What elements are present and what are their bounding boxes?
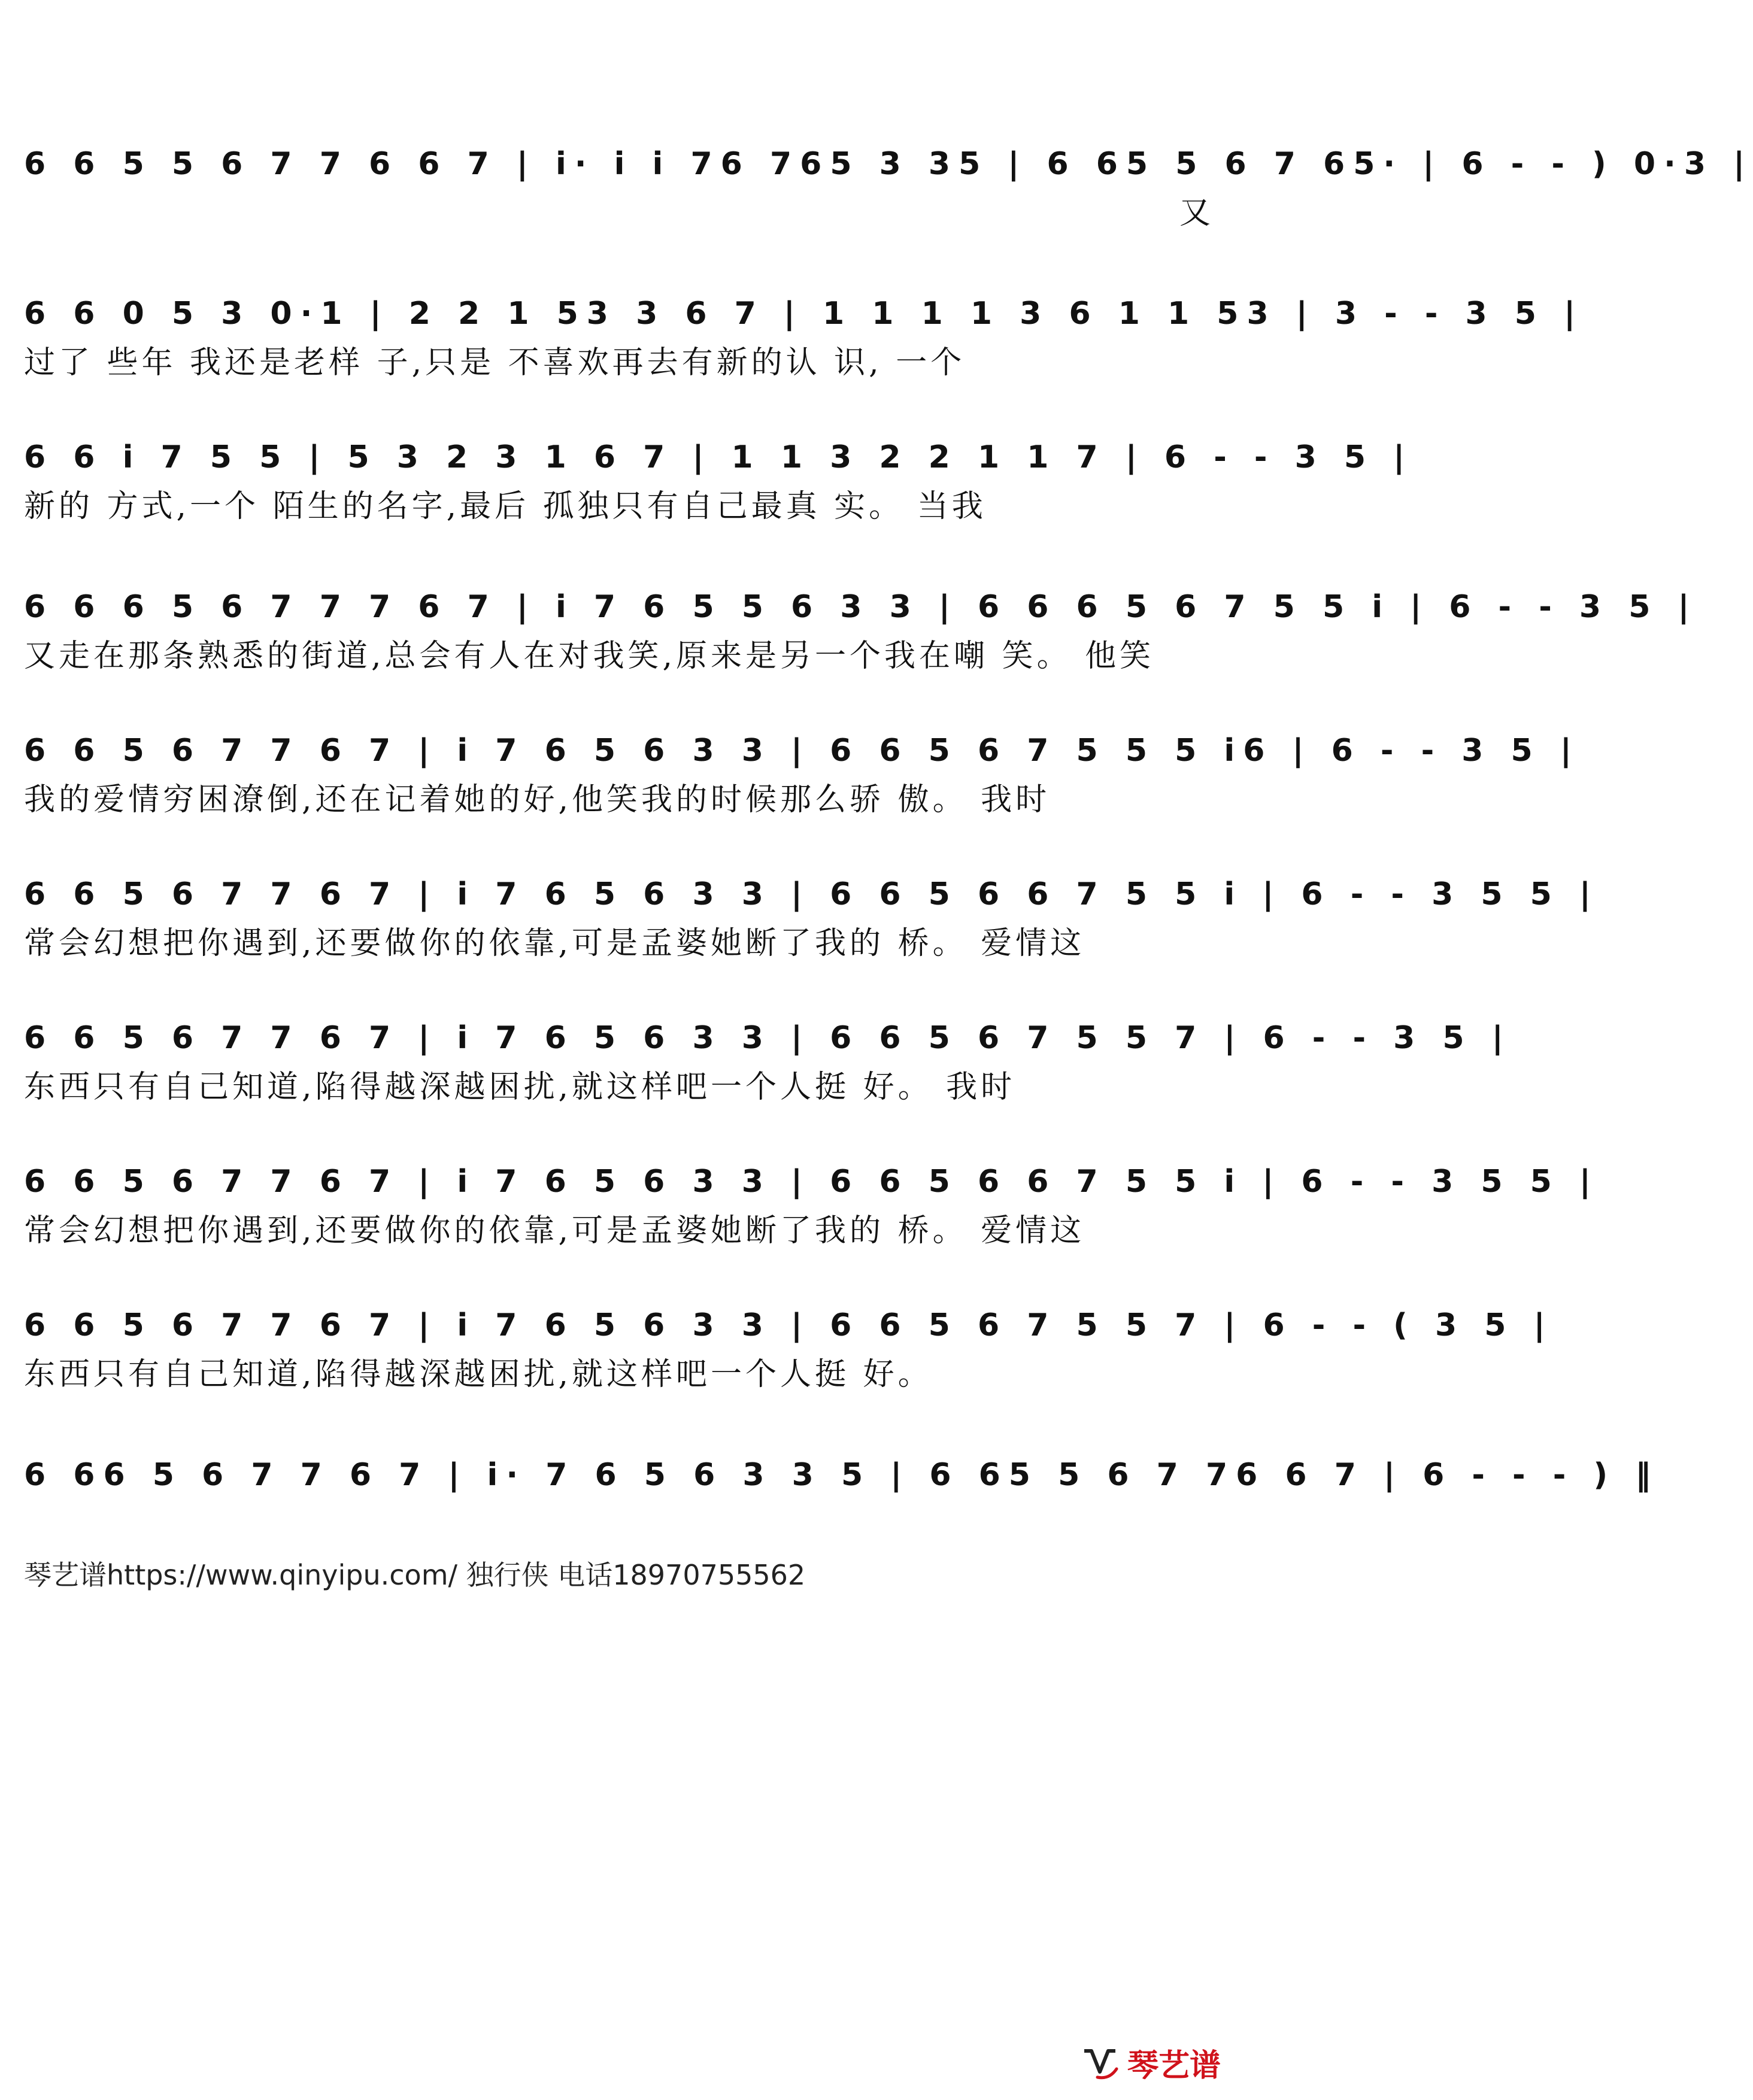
score-system — [24, 868, 1599, 976]
notes-text: 6 6 5 5 6 7 7 6 6 7 | i· i i 76 765 3 35 | 6 65 5 6 7 65· | 6 - - ) 0·3 | — [24, 146, 1753, 182]
lyrics-line — [24, 485, 1215, 539]
score-system — [24, 1299, 1554, 1407]
lyrics-line — [24, 1209, 1215, 1263]
music-note-logo-icon — [1079, 2045, 1121, 2081]
notes-text: 6 6 5 6 7 7 6 7 | i 7 6 5 6 3 3 | 6 6 5 6 6 7 5 5 i | 6 - - 3 5 5 | — [24, 876, 1599, 912]
footer-credit: 琴艺谱https://www.qinyipu.com/ 独行侠 电话18970755562 — [24, 1559, 806, 1591]
lyrics-text: 过了 些年 我还是老样 子,只是 不喜欢再去有新的认 识, 一个 — [24, 345, 966, 381]
lyrics-text: 常会幻想把你遇到,还要做你的依靠,可是孟婆她断了我的 桥。 爱情这 — [24, 1213, 1085, 1249]
score-system — [24, 1012, 1512, 1119]
lyrics-line — [24, 192, 1215, 245]
notes-line — [24, 1449, 1660, 1503]
lyrics-text: 我的爱情穷困潦倒,还在记着她的好,他笑我的时候那么骄 傲。 我时 — [24, 782, 1051, 818]
notes-text: 6 6 0 5 3 0·1 | 2 2 1 53 3 6 7 | 1 1 1 1 3 6 1 1 53 | 3 - - 3 5 | — [24, 296, 1584, 332]
lyrics-text: 又 — [1179, 195, 1215, 231]
notes-line — [24, 1299, 1554, 1353]
lyrics-line — [24, 1503, 1215, 1556]
score-system — [24, 581, 1698, 688]
lyrics-line — [24, 635, 1215, 688]
score-system — [24, 287, 1584, 395]
notes-text: 6 6 5 6 7 7 6 7 | i 7 6 5 6 3 3 | 6 6 5 6 6 7 5 5 i | 6 - - 3 5 5 | — [24, 1164, 1599, 1200]
lyrics-text: 常会幻想把你遇到,还要做你的依靠,可是孟婆她断了我的 桥。 爱情这 — [24, 925, 1085, 961]
score-system — [24, 431, 1414, 539]
notes-text: 6 6 i 7 5 5 | 5 3 2 3 1 6 7 | 1 1 3 2 2 1 1 7 | 6 - - 3 5 | — [24, 439, 1414, 475]
logo-text: 琴艺谱 — [1127, 2048, 1221, 2084]
lyrics-text: 东西只有自己知道,陷得越深越困扰,就这样吧一个人挺 好。 我时 — [24, 1069, 1016, 1105]
score-system — [24, 1155, 1599, 1263]
notes-line — [24, 1012, 1512, 1066]
notes-text: 6 6 5 6 7 7 6 7 | i 7 6 5 6 3 3 | 6 6 5 6 7 5 5 7 | 6 - - ( 3 5 | — [24, 1307, 1554, 1343]
notes-line — [24, 287, 1584, 341]
notes-line — [24, 868, 1599, 922]
notes-text: 6 66 5 6 7 7 6 7 | i· 7 6 5 6 3 3 5 | 6 65 5 6 7 76 6 7 | 6 - - - ) ‖ — [24, 1457, 1660, 1493]
notes-text: 6 6 5 6 7 7 6 7 | i 7 6 5 6 3 3 | 6 6 5 6 7 5 5 5 i6 | 6 - - 3 5 | — [24, 733, 1580, 769]
lyrics-text: 新的 方式,一个 陌生的名字,最后 孤独只有自己最真 实。 当我 — [24, 488, 987, 524]
lyrics-line — [24, 341, 1215, 395]
notes-text: 6 6 5 6 7 7 6 7 | i 7 6 5 6 3 3 | 6 6 5 6 7 5 5 7 | 6 - - 3 5 | — [24, 1020, 1512, 1056]
lyrics-text: 东西只有自己知道,陷得越深越困扰,就这样吧一个人挺 好。 — [24, 1356, 933, 1392]
lyrics-line — [24, 778, 1215, 832]
notes-line — [24, 1155, 1599, 1209]
score-system — [24, 1449, 1660, 1556]
qinyipu-logo — [1079, 2040, 1221, 2085]
lyrics-line — [24, 922, 1215, 976]
notes-line — [24, 431, 1414, 485]
notes-line — [24, 581, 1698, 635]
score-system — [24, 138, 1753, 245]
notes-text: 6 6 6 5 6 7 7 7 6 7 | i 7 6 5 5 6 3 3 | 6 6 6 5 6 7 5 5 i | 6 - - 3 5 | — [24, 589, 1698, 625]
notes-line — [24, 724, 1580, 778]
lyrics-line — [24, 1353, 1215, 1407]
lyrics-line — [24, 1066, 1215, 1119]
notes-line — [24, 138, 1753, 192]
lyrics-text: 又走在那条熟悉的街道,总会有人在对我笑,原来是另一个我在嘲 笑。 他笑 — [24, 638, 1155, 674]
score-system — [24, 724, 1580, 832]
